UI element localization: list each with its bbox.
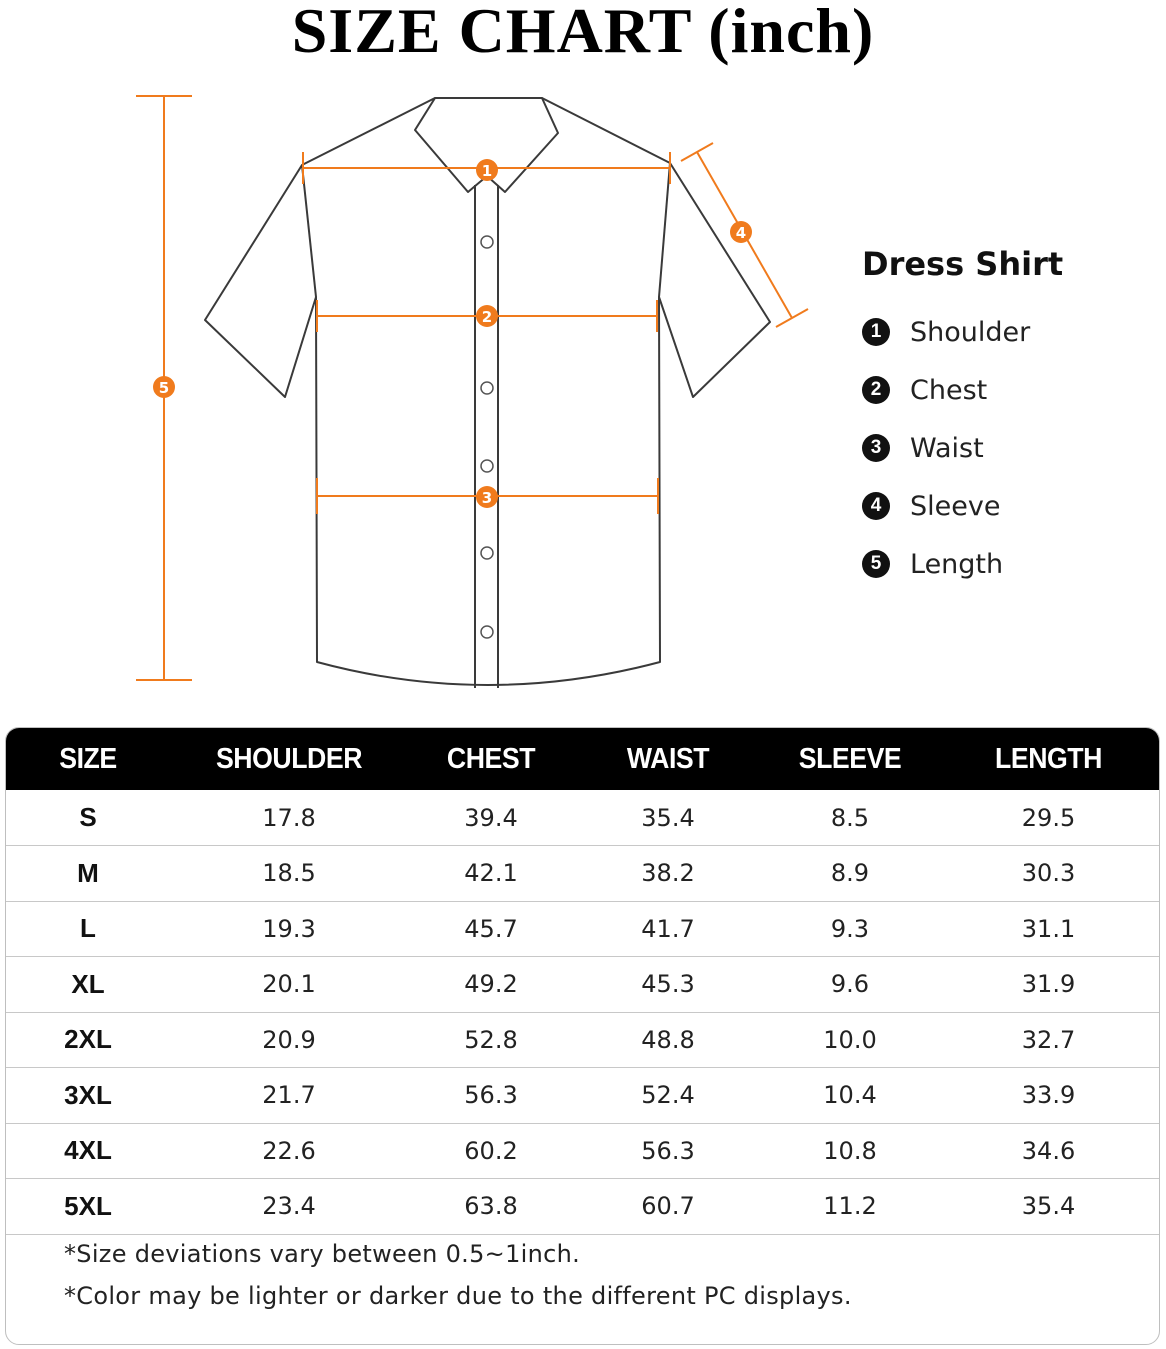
note-color: *Color may be lighter or darker due to the different PC displays.	[64, 1282, 852, 1310]
measurement-cell: 56.3	[574, 1123, 762, 1179]
marker-4	[730, 221, 752, 243]
measurement-cell: 9.3	[762, 901, 938, 957]
table-row	[6, 1123, 1159, 1179]
table-body	[6, 790, 1159, 1234]
size-table	[6, 728, 1159, 1235]
button-4	[481, 547, 493, 559]
marker-3	[476, 486, 498, 508]
marker-5	[153, 376, 175, 398]
header-waist: WAIST	[626, 742, 710, 775]
measurement-cell: 29.5	[938, 790, 1159, 846]
number-4-icon: 4	[862, 492, 890, 520]
measurement-cell: 52.8	[408, 1012, 574, 1068]
measurement-cell: 8.5	[762, 790, 938, 846]
size-cell: 4XL	[6, 1123, 170, 1179]
measurement-cell: 49.2	[408, 957, 574, 1013]
svg-text:3: 3	[481, 489, 493, 507]
shirt-buttons	[481, 236, 493, 638]
measurement-cell: 60.7	[574, 1179, 762, 1235]
sleeve-seam-left	[302, 165, 316, 297]
svg-text:5: 5	[158, 379, 170, 397]
table-header-row	[6, 728, 1159, 790]
table-row	[6, 1179, 1159, 1235]
legend-label: Shoulder	[910, 316, 1031, 348]
legend	[862, 245, 1063, 593]
button-2	[481, 382, 493, 394]
table-row	[6, 1068, 1159, 1124]
svg-text:1: 1	[481, 162, 493, 180]
number-2-icon: 2	[862, 376, 890, 404]
button-3	[481, 460, 493, 472]
measurement-cell: 22.6	[170, 1123, 408, 1179]
legend-label: Waist	[910, 432, 984, 464]
legend-item-sleeve	[862, 477, 1063, 535]
marker-1	[476, 159, 498, 181]
measure-lines	[136, 96, 808, 680]
measurement-cell: 17.8	[170, 790, 408, 846]
measurement-cell: 32.7	[938, 1012, 1159, 1068]
measurement-cell: 63.8	[408, 1179, 574, 1235]
legend-title: Dress Shirt	[862, 245, 1064, 283]
size-cell: 5XL	[6, 1179, 170, 1235]
measurement-cell: 9.6	[762, 957, 938, 1013]
legend-item-length	[862, 535, 1063, 593]
measurement-cell: 30.3	[938, 846, 1159, 902]
notes	[64, 1240, 852, 1324]
measurement-cell: 35.4	[574, 790, 762, 846]
measurement-cell: 10.4	[762, 1068, 938, 1124]
legend-label: Chest	[910, 374, 988, 406]
measurement-cell: 38.2	[574, 846, 762, 902]
table-row	[6, 1012, 1159, 1068]
size-table-card	[5, 727, 1160, 1345]
measurement-cell: 39.4	[408, 790, 574, 846]
number-5-icon: 5	[862, 550, 890, 578]
measure-markers	[153, 159, 752, 508]
table-row	[6, 957, 1159, 1013]
note-deviation: *Size deviations vary between 0.5~1inch.	[64, 1240, 581, 1268]
measurement-cell: 34.6	[938, 1123, 1159, 1179]
svg-text:2: 2	[481, 308, 493, 326]
header-sleeve: SLEEVE	[798, 742, 902, 775]
measurement-cell: 33.9	[938, 1068, 1159, 1124]
measurement-cell: 48.8	[574, 1012, 762, 1068]
svg-text:4: 4	[735, 224, 747, 242]
measurement-cell: 10.0	[762, 1012, 938, 1068]
number-1-icon: 1	[862, 318, 890, 346]
measurement-cell: 10.8	[762, 1123, 938, 1179]
button-1	[481, 236, 493, 248]
measurement-cell: 23.4	[170, 1179, 408, 1235]
measurement-cell: 45.7	[408, 901, 574, 957]
header-size: SIZE	[59, 742, 117, 775]
button-5	[481, 626, 493, 638]
sleeve-seam-right	[659, 163, 670, 297]
shirt-diagram	[0, 0, 860, 700]
table-row	[6, 846, 1159, 902]
legend-label: Sleeve	[910, 490, 1001, 522]
measurement-cell: 18.5	[170, 846, 408, 902]
size-cell: 3XL	[6, 1068, 170, 1124]
measurement-cell: 35.4	[938, 1179, 1159, 1235]
header-shoulder: SHOULDER	[215, 742, 363, 775]
size-cell: L	[6, 901, 170, 957]
size-cell: S	[6, 790, 170, 846]
table-row	[6, 901, 1159, 957]
measurement-cell: 45.3	[574, 957, 762, 1013]
header-length: LENGTH	[995, 742, 1102, 775]
legend-item-shoulder	[862, 303, 1063, 361]
measurement-cell: 60.2	[408, 1123, 574, 1179]
measurement-cell: 11.2	[762, 1179, 938, 1235]
legend-label: Length	[910, 548, 1004, 580]
legend-item-chest	[862, 361, 1063, 419]
measurement-cell: 21.7	[170, 1068, 408, 1124]
marker-2	[476, 305, 498, 327]
page-title: SIZE CHART (inch)	[291, 0, 875, 66]
measurement-cell: 41.7	[574, 901, 762, 957]
measurement-cell: 42.1	[408, 846, 574, 902]
size-cell: M	[6, 846, 170, 902]
number-3-icon: 3	[862, 434, 890, 462]
shirt-placket	[475, 185, 498, 688]
measurement-cell: 19.3	[170, 901, 408, 957]
size-cell: XL	[6, 957, 170, 1013]
measurement-cell: 31.1	[938, 901, 1159, 957]
table-row	[6, 790, 1159, 846]
measurement-cell: 8.9	[762, 846, 938, 902]
measurement-cell: 20.1	[170, 957, 408, 1013]
measurement-cell: 52.4	[574, 1068, 762, 1124]
measurement-cell: 20.9	[170, 1012, 408, 1068]
header-chest: CHEST	[446, 742, 536, 775]
measurement-cell: 31.9	[938, 957, 1159, 1013]
size-cell: 2XL	[6, 1012, 170, 1068]
measurement-cell: 56.3	[408, 1068, 574, 1124]
legend-item-waist	[862, 419, 1063, 477]
